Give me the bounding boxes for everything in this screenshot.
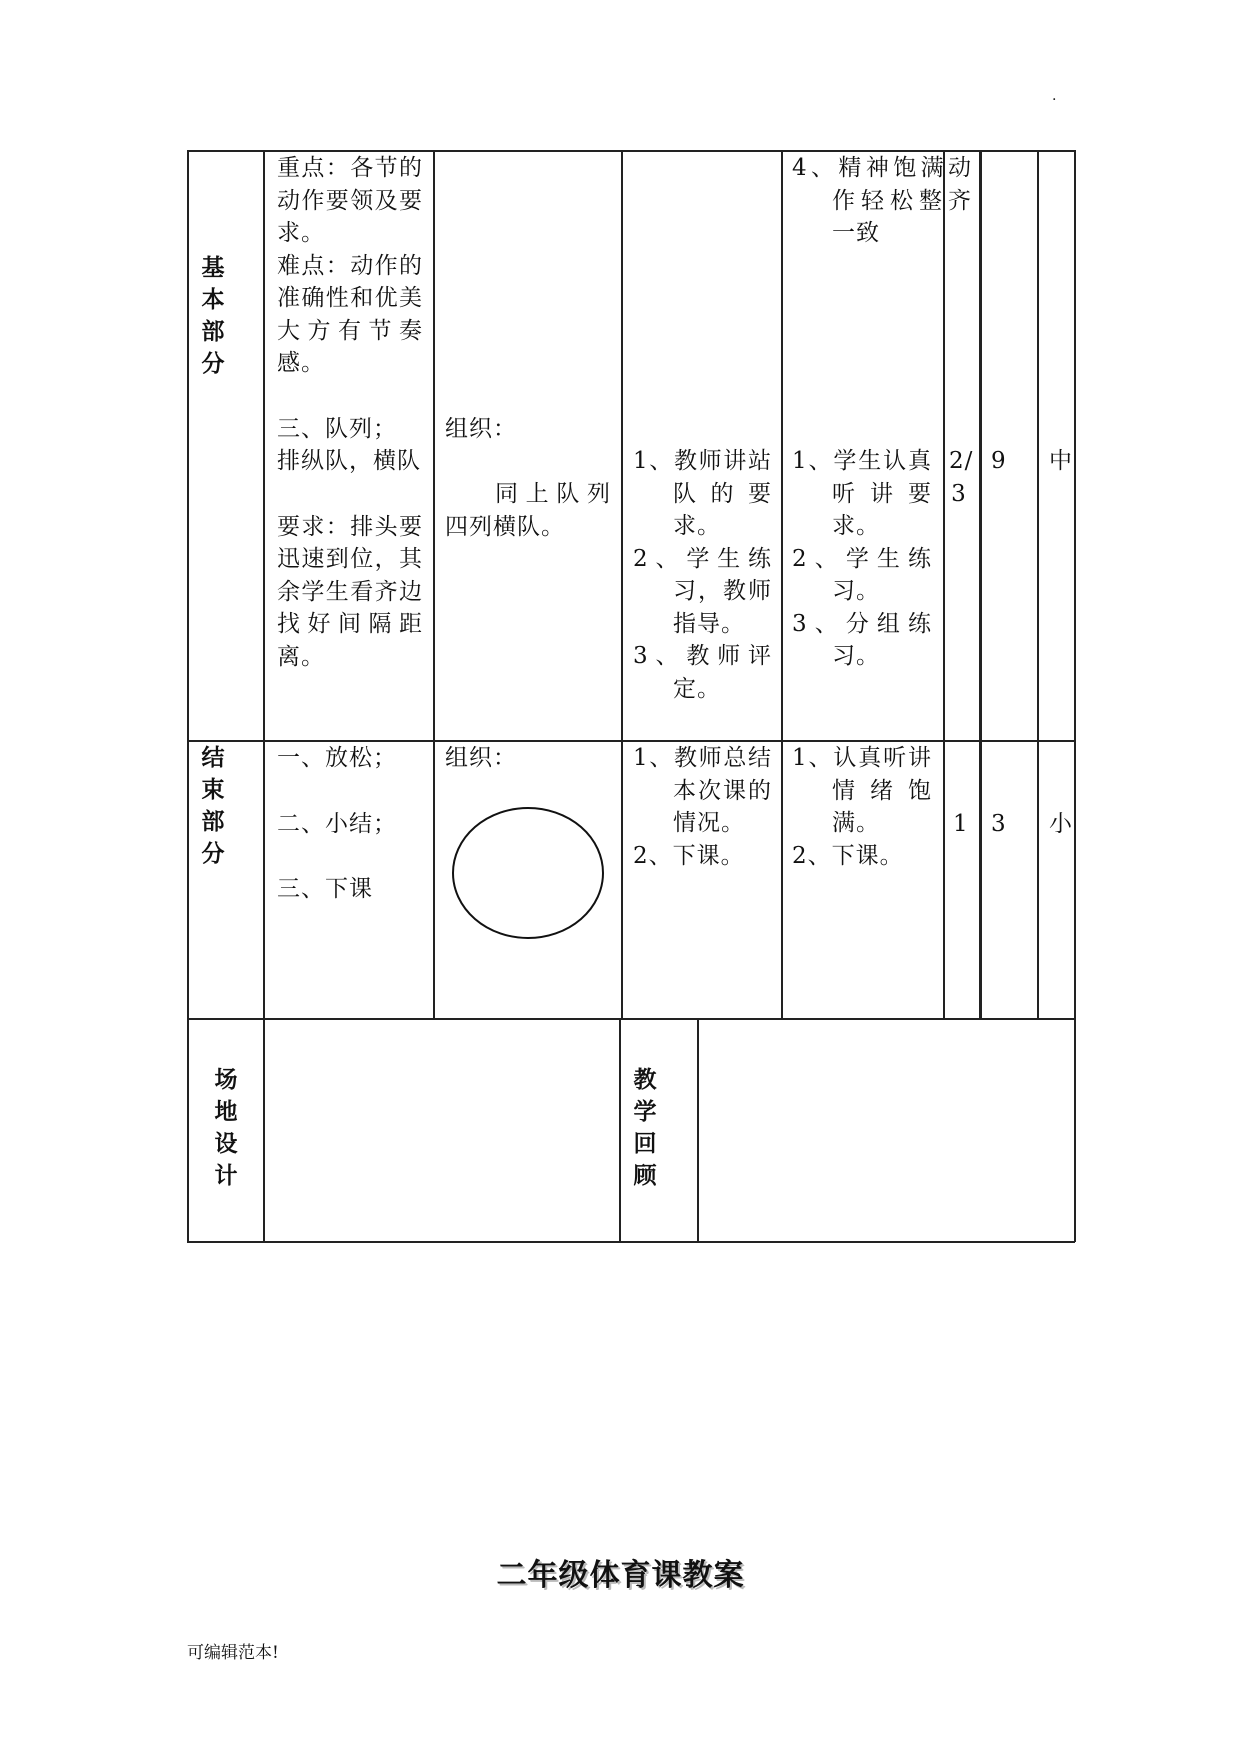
spacer	[277, 840, 423, 873]
formation-circle-diagram	[448, 804, 608, 942]
label-char: 学	[633, 1099, 657, 1125]
label-char: 本	[201, 287, 225, 313]
basic-minutes: 9	[991, 448, 1007, 474]
label-char: 教	[633, 1067, 657, 1093]
label-char: 计	[214, 1163, 238, 1189]
summary-item: 二、小结；	[277, 810, 397, 837]
col-divider	[943, 150, 945, 1018]
list-item: 1、教师讲站队的要求。	[633, 448, 772, 539]
end-part-label	[198, 742, 228, 870]
list-item: 2、学生练习，教师指导。	[633, 545, 772, 637]
list-item: 2、学生练习。	[792, 545, 932, 604]
label-char: 分	[201, 351, 225, 377]
col-divider	[1037, 150, 1039, 1018]
spacer	[277, 775, 423, 808]
label-char: 部	[201, 809, 225, 835]
formation-title: 三、队列；	[277, 415, 397, 442]
basic-content	[277, 152, 423, 673]
label-char: 场	[214, 1067, 238, 1093]
footer-note: 可编辑范本!	[187, 1643, 279, 1663]
teaching-review-label	[630, 1064, 660, 1192]
basic-part-label	[198, 252, 228, 380]
label-char: 顾	[633, 1163, 657, 1189]
col-divider	[979, 150, 982, 1018]
key-point: 重点：各节的动作要领及要求。	[277, 155, 423, 246]
end-intensity: 小	[1049, 811, 1073, 837]
row-divider	[187, 1018, 1075, 1020]
basic-student-top: 4、精神饱满动作轻松整齐一致	[792, 155, 972, 246]
list-item: 2、下课。	[633, 842, 745, 869]
basic-teacher-activities	[633, 445, 772, 705]
end-times: 1	[953, 811, 969, 837]
end-minutes: 3	[991, 811, 1007, 837]
col-divider	[433, 150, 435, 1018]
list-item: 1、教师总结本次课的情况。	[633, 745, 772, 836]
label-char: 地	[214, 1099, 238, 1125]
end-org-label: 组织：	[445, 745, 517, 771]
end-content	[277, 742, 423, 906]
formation-circle	[453, 808, 603, 938]
basic-org-label: 组织：	[445, 416, 517, 442]
end-teacher-activities	[633, 742, 772, 872]
table-right-border	[1074, 150, 1076, 1242]
label-char: 回	[633, 1131, 657, 1157]
formation-requirement: 要求：排头要迅速到位，其余学生看齐边找好间隔距离。	[277, 513, 423, 670]
col-divider	[619, 1018, 621, 1242]
label-char: 基	[201, 255, 225, 281]
relax-item: 一、放松；	[277, 745, 397, 771]
site-design-label	[211, 1064, 241, 1192]
label-char: 部	[201, 319, 225, 345]
col-divider	[697, 1018, 699, 1242]
label-char: 束	[201, 777, 225, 803]
next-lesson-title: 二年级体育课教案	[496, 1558, 745, 1593]
basic-intensity: 中	[1049, 448, 1073, 474]
list-item: 3、教师评定。	[633, 643, 772, 702]
col-divider	[187, 150, 189, 1242]
basic-times: 2/3	[949, 448, 974, 507]
col-divider	[621, 150, 623, 1018]
label-char: 结	[201, 745, 225, 771]
col-divider	[263, 150, 265, 1242]
list-item: 3、分组练习。	[792, 610, 932, 669]
list-item: 1、学生认真听讲要求。	[792, 448, 932, 539]
list-item: 2、下课。	[792, 842, 904, 869]
table-bottom-border	[187, 1241, 1075, 1243]
list-item: 1、认真听讲情绪饱满。	[792, 745, 932, 836]
formation-detail: 排纵队，横队	[277, 448, 421, 474]
label-char: 设	[214, 1131, 238, 1157]
dismiss-item: 三、下课	[277, 876, 373, 902]
basic-org-text: 同上队列四列横队。	[445, 481, 611, 540]
end-student-activities	[792, 742, 932, 872]
header-dot: .	[1052, 88, 1057, 104]
difficult-point: 难点：动作的准确性和优美大方有节奏感。	[277, 252, 423, 376]
spacer	[277, 478, 423, 511]
label-char: 分	[201, 841, 225, 867]
spacer	[277, 380, 423, 413]
basic-student-activities	[792, 445, 932, 673]
col-divider	[781, 150, 783, 1018]
